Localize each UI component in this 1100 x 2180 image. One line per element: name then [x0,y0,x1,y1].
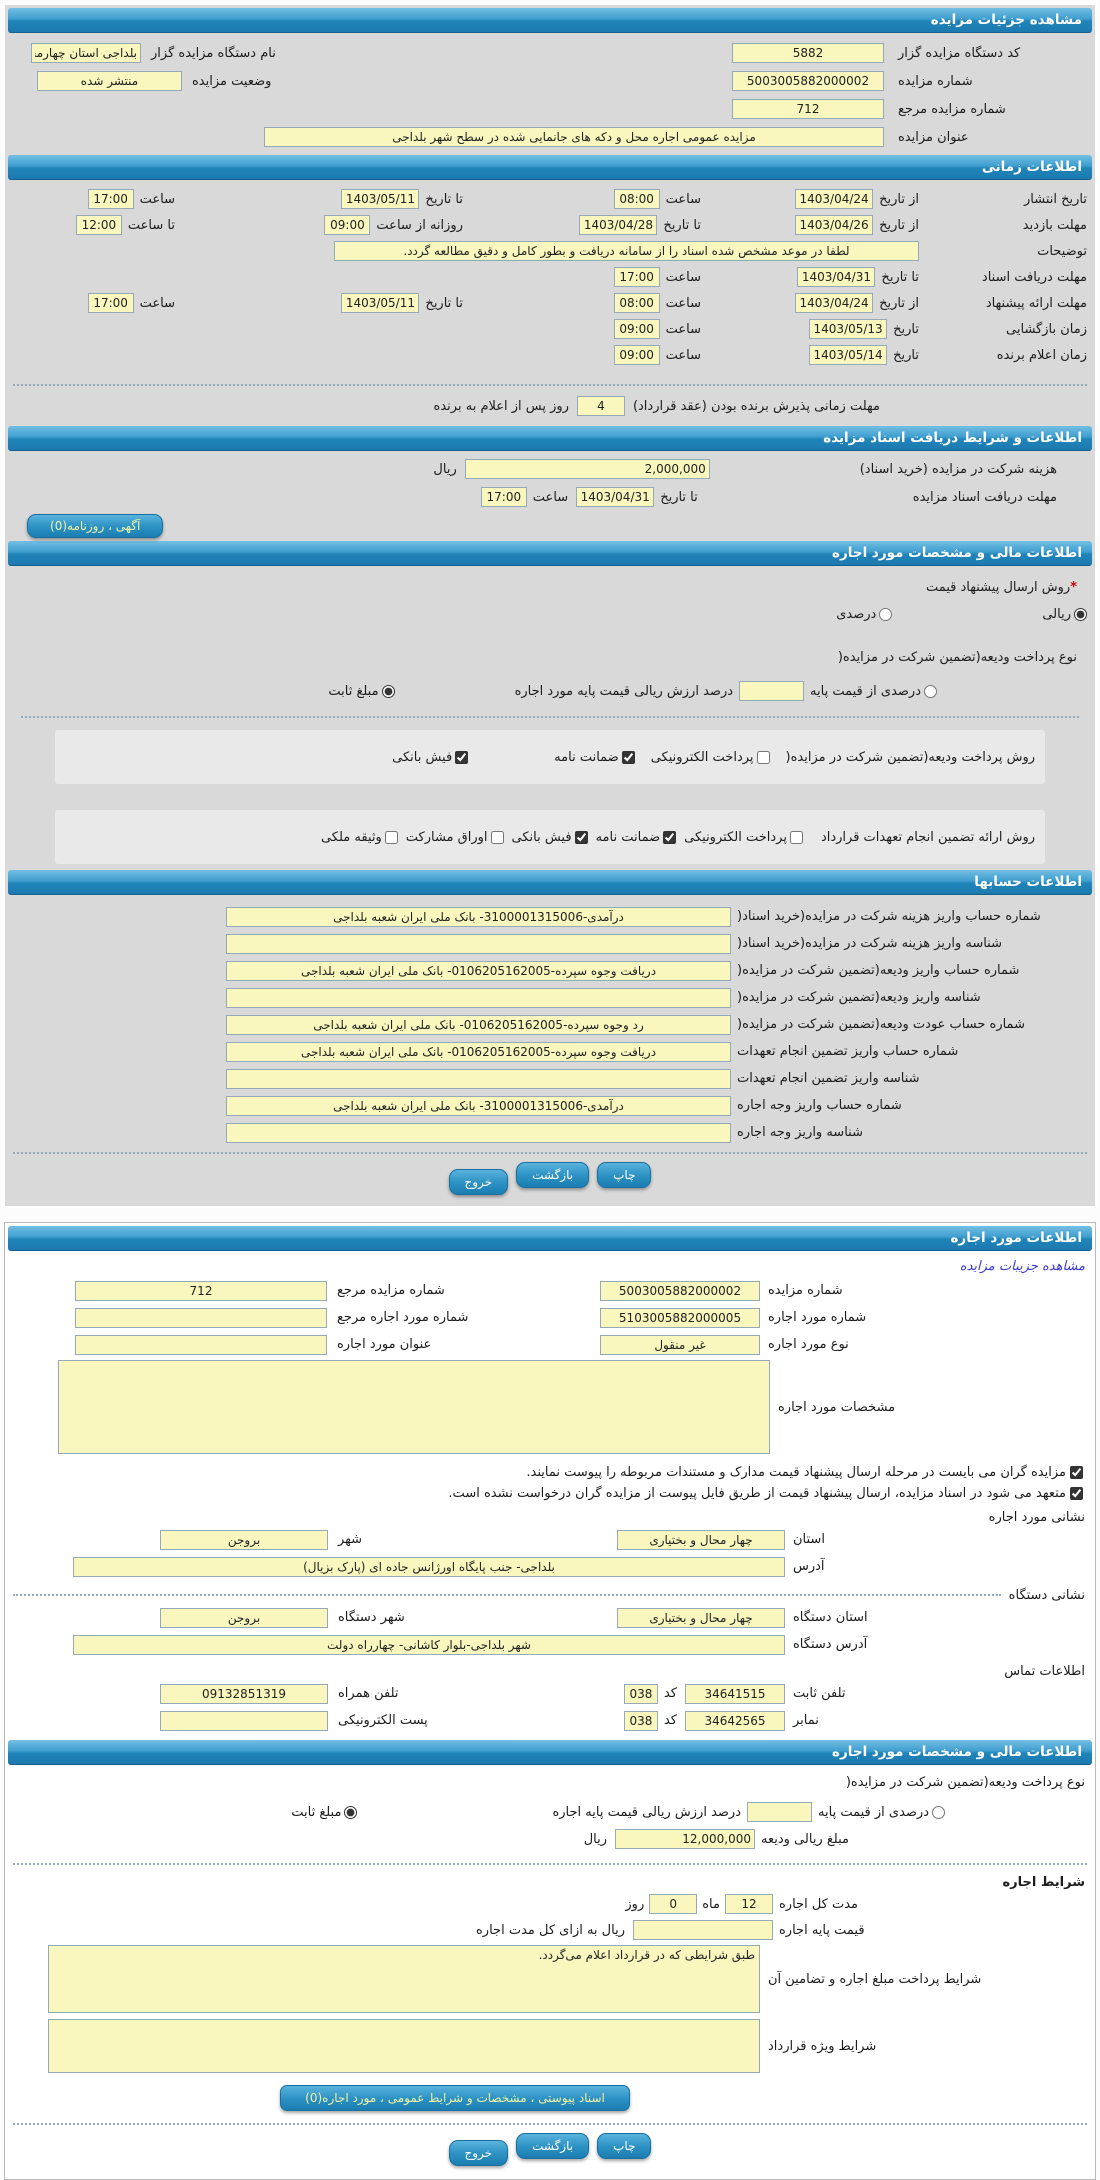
row-phone [5,1680,1095,1707]
accounts-block [5,895,1095,1152]
area-code-input[interactable] [624,1684,658,1704]
deposit-amount-label: مبلغ ریالی ودیعه [761,1831,849,1847]
pay-method-band [55,730,1045,784]
from-date-label: از تاریخ [879,217,919,233]
item-type-label: نوع مورد اجاره [768,1337,849,1352]
to-date-label: تا تاریخ [425,295,463,311]
visit-to-hour[interactable] [76,215,122,235]
deposit-type-label: نوع پرداخت ودیعه(تضمین شرکت در مزایده( [837,649,1077,665]
visit-from-hour[interactable] [324,215,370,235]
specs-label: مشخصات مورد اجاره [778,1399,896,1415]
offer-from-date[interactable] [795,293,873,313]
publish-from-date[interactable] [795,189,873,209]
ref-input[interactable] [732,99,884,119]
acceptance-days-input[interactable] [577,396,625,416]
province-label: استان [793,1532,825,1547]
org-province-input[interactable] [617,1608,785,1628]
send-method-label: روش ارسال پیشنهاد قیمت [925,579,1071,595]
divider [13,2123,1087,2125]
guar-bonds-checkbox[interactable] [491,831,504,844]
fax-code-input[interactable] [624,1711,658,1731]
opening-date[interactable] [809,319,887,339]
publish-to-hour[interactable] [88,189,134,209]
timing-row-winner [5,342,1095,368]
timing-block [5,180,1095,372]
docs-deadline-label: مهلت دریافت اسناد [981,269,1087,285]
special-terms-textarea[interactable] [48,2019,760,2073]
attach-docs-checkbox[interactable] [1070,1466,1083,1479]
from-date-label: از تاریخ [879,295,919,311]
account-label: شناسه واریز هزینه شرکت در مزایده(خرید اسناد( [737,936,1002,951]
org-city-label: شهر دستگاه [338,1610,405,1625]
acceptance-prefix: مهلت زمانی پذیرش برنده بودن (عقد قرارداد) [632,398,880,414]
note-row-2 [5,1483,1095,1504]
visit-label: مهلت بازدید [1022,217,1087,233]
cost-label: هزینه شرکت در مزایده (خرید اسناد) [859,461,1057,477]
receive-label: مهلت دریافت اسناد مزایده [912,489,1057,505]
guar-bank-slip-checkbox[interactable] [575,831,588,844]
payment-terms-row [5,1945,1095,2013]
divider [13,384,1087,386]
row-code-name [11,39,1089,67]
pay-bank-slip-label: فیش بانکی [392,749,453,765]
rental-item-panel [4,1222,1096,2180]
row-org-address [5,1631,1095,1658]
guar-bank-slip-label: فیش بانکی [511,829,572,845]
section-header-docs: اطلاعات و شرایط دریافت اسناد مزایده [8,426,1092,451]
winner-date[interactable] [809,345,887,365]
to-date-label: تا تاریخ [881,269,919,285]
org-address-label: آدرس دستگاه [793,1637,868,1652]
row-subject [11,123,1089,151]
offer-label: مهلت ارائه پیشنهاد [985,295,1087,311]
base-price-input[interactable] [633,1920,773,1940]
receive-date-input[interactable] [576,487,654,507]
back-button-bottom[interactable]: بازگشت [516,2133,589,2159]
pay-method-label: روش پرداخت ودیعه(تضمین شرکت در مزایده( [785,749,1035,765]
pay-electronic-checkbox[interactable] [757,751,770,764]
acceptance-suffix: روز پس از اعلام به برنده [433,398,569,414]
special-terms-label: شرایط ویژه قرارداد [768,2038,877,2054]
deposit-percent-radio[interactable] [924,685,937,698]
timing-row-docs-deadline [5,264,1095,290]
deposit-type-row [13,648,1087,666]
duration-row [5,1891,1095,1917]
mobile-label: تلفن همراه [338,1686,399,1701]
newspaper-ad-button[interactable]: آگهی ، روزنامه(0) [27,514,163,538]
code-label: کد دستگاه مزایده گزار [898,45,1021,61]
item-number-label: شماره مورد اجاره [768,1310,867,1325]
account-label: شناسه واریز تضمین انجام تعهدات [737,1071,920,1086]
base-price-suffix: ریال به ازای کل مدت اجاره [476,1922,625,1938]
deposit2-percent-radio[interactable] [932,1806,945,1819]
fax-code-label: کد [663,1713,677,1728]
account-row [11,1038,1089,1065]
auction-number-input[interactable] [600,1281,760,1301]
province-input[interactable] [617,1530,785,1550]
percent-radio[interactable] [879,608,892,621]
hour-label: ساعت [665,269,701,285]
row-item-address [5,1553,1095,1580]
specs-textarea[interactable] [58,1360,770,1454]
divider [13,1594,1001,1596]
docs-deadline-date[interactable] [797,267,875,287]
to-date-label: تا تاریخ [660,489,698,505]
org-address-section-label: نشانی دستگاه [1008,1587,1085,1603]
details-fields [5,33,1095,155]
account-label: شناسه واریز ودیعه(تضمین شرکت در مزایده( [737,990,981,1005]
link-row [5,1255,1095,1277]
deposit-fixed-radio[interactable] [382,685,395,698]
row-auction-number [5,1277,1095,1304]
terms-section-label: شرایط اجاره [1002,1874,1085,1890]
deposit-percent-input[interactable] [739,681,804,701]
docs-block [5,451,1095,541]
deposit-type2-label: نوع پرداخت ودیعه(تضمین شرکت در مزایده( [845,1774,1085,1790]
pay-electronic-label: پرداخت الکترونیکی [650,749,754,765]
row-item-number [5,1304,1095,1331]
item-number-input[interactable] [600,1308,760,1328]
subject-input[interactable] [264,127,884,147]
cost-unit: ریال [433,461,457,477]
offer-from-hour[interactable] [614,293,660,313]
status-label: وضعیت مزایده [192,73,272,89]
deposit-type2-options [5,1801,1095,1823]
divider [21,716,1079,718]
visit-from-date[interactable] [795,215,873,235]
financial-block [5,566,1095,870]
month-unit-label: ماه [702,1896,720,1912]
org-name-label: نام دستگاه مزایده گزار [151,45,276,61]
date-label: تاریخ [893,321,919,337]
acceptance-row [5,394,1095,418]
to-date-label: تا تاریخ [663,217,701,233]
percent-option-label: درصدی [836,606,877,622]
guarantee-band [55,810,1045,864]
deposit-amount-input[interactable] [615,1829,755,1849]
guar-electronic-label: پرداخت الکترونیکی [684,829,787,845]
section-header-timing: اطلاعات زمانی [8,155,1092,180]
deposit-amount-unit: ریال [583,1831,607,1847]
timing-row-description [5,238,1095,264]
row-fax [5,1707,1095,1734]
row-item-province [5,1526,1095,1553]
deposit-fixed-label: مبلغ ثابت [328,683,379,699]
auction-number-label: شماره مزایده [768,1283,843,1298]
org-province-label: استان دستگاه [793,1610,868,1625]
hour-label: ساعت [665,347,701,363]
account-input[interactable] [226,1069,731,1089]
timing-row-opening [5,316,1095,342]
no-file-required-checkbox[interactable] [1070,1487,1083,1500]
deposit2-percent-label: درصدی از قیمت پایه [818,1804,929,1820]
hour-label: ساعت [665,191,701,207]
base-price-label: قیمت پایه اجاره [779,1922,865,1938]
ref-label: شماره مزایده مرجع [898,101,1006,117]
publish-label: تاریخ انتشار [1024,191,1087,207]
number-input[interactable] [732,71,884,91]
deposit-type-options [13,680,1087,702]
fax-input[interactable] [685,1711,785,1731]
exit-button-bottom[interactable]: خروج [449,2140,509,2166]
send-method-row [13,578,1087,596]
mobile-input[interactable] [160,1684,328,1704]
account-input[interactable] [226,1123,731,1143]
account-label: شماره حساب عودت ودیعه(تضمین شرکت در مزایده( [737,1017,1025,1032]
address-input[interactable] [73,1557,785,1577]
attached-docs-button[interactable]: اسناد پیوستی ، مشخصات و شرایط عمومی ، مورد اجاره(0) [280,2085,630,2111]
back-button[interactable]: بازگشت [516,1162,589,1188]
print-button[interactable]: چاپ [597,1162,651,1188]
account-row [11,957,1089,984]
daily-from-hour-label: روزانه از ساعت [376,217,463,233]
phone-input[interactable] [685,1684,785,1704]
org-address-input[interactable] [73,1635,785,1655]
address-label: آدرس [793,1559,825,1574]
actions-bar-bottom [5,2133,1095,2169]
publish-to-date[interactable] [341,189,419,209]
rial-radio[interactable] [1074,608,1087,621]
to-hour-label: تا ساعت [127,217,175,233]
payment-terms-label: شرایط پرداخت مبلغ اجاره و تضامین آن [768,1971,982,1987]
cost-input[interactable] [465,459,710,479]
divider [13,1863,1087,1865]
account-input[interactable] [226,1042,731,1062]
row-ref [11,95,1089,123]
attach-row [5,2083,1095,2113]
base-price-row [5,1917,1095,1943]
duration-months-input[interactable] [725,1894,773,1914]
date-label: تاریخ [893,347,919,363]
divider [13,1152,1087,1154]
description-input[interactable] [334,241,919,261]
status-input[interactable] [37,71,182,91]
item-ref-label: شماره مورد اجاره مرجع [337,1310,469,1325]
item-title-input[interactable] [75,1335,327,1355]
account-input[interactable] [226,1015,731,1035]
item-title-label: عنوان مورد اجاره [337,1337,432,1352]
item-address-section-label: نشانی مورد اجاره [988,1509,1085,1525]
payment-terms-textarea[interactable] [48,1945,760,2013]
send-method-options [13,604,1087,624]
pay-bank-slip-checkbox[interactable] [455,751,468,764]
account-input[interactable] [226,934,731,954]
auction-details-panel [3,3,1097,1208]
note-row-1 [5,1462,1095,1483]
deposit2-percent-input[interactable] [747,1802,812,1822]
cost-row [11,455,1089,483]
actions-bar [5,1162,1095,1196]
row-org-province [5,1604,1095,1631]
exit-button[interactable]: خروج [449,1169,509,1195]
account-label: شماره حساب واریز تضمین انجام تعهدات [737,1044,959,1059]
duration-days-input[interactable] [649,1894,697,1914]
duration-label: مدت کل اجاره [779,1896,859,1912]
guar-property-checkbox[interactable] [385,831,398,844]
org-city-input[interactable] [160,1608,328,1628]
offer-to-date[interactable] [341,293,419,313]
guar-bonds-label: اوراق مشارکت [405,829,488,845]
account-label: شماره حساب واریز وجه اجاره [737,1098,902,1113]
timing-row-offer [5,290,1095,316]
number-label: شماره مزایده [898,73,973,89]
guar-guarantee-letter-label: ضمانت نامه [595,829,661,845]
guarantee-label: روش ارائه تضمین انجام تعهدات قرارداد [820,829,1035,845]
account-row [11,1119,1089,1146]
pay-guarantee-letter-checkbox[interactable] [622,751,635,764]
receive-hour-input[interactable] [481,487,527,507]
account-label: شماره حساب واریز ودیعه(تضمین شرکت در مزایده( [737,963,1020,978]
account-input[interactable] [226,988,731,1008]
hour-label: ساعت [139,295,175,311]
section-header-financial2: اطلاعات مالی و مشخصات مورد اجاره [8,1740,1092,1765]
opening-hour[interactable] [614,319,660,339]
row-specs [5,1360,1095,1454]
description-label: توضیحات [1037,243,1087,259]
email-input[interactable] [160,1711,328,1731]
account-row [11,930,1089,957]
deposit-amount-row [5,1827,1095,1851]
receive-deadline-row [11,483,1089,511]
code-input[interactable] [732,43,884,63]
rial-option-label: ریالی [1042,606,1071,622]
deposit-percent-suffix: درصد ارزش ریالی قیمت پایه مورد اجاره [514,683,734,699]
account-label: شناسه واریز وجه اجاره [737,1125,863,1140]
account-row [11,1011,1089,1038]
docs-deadline-hour[interactable] [614,267,660,287]
area-code-label: کد [663,1686,677,1701]
city-label: شهر [338,1532,363,1547]
section-header-accounts: اطلاعات حسابها [8,870,1092,895]
hour-label: ساعت [532,489,569,505]
deposit2-percent-suffix: درصد ارزش ریالی قیمت پایه اجاره [552,1804,742,1820]
from-date-label: از تاریخ [879,191,919,207]
to-date-label: تا تاریخ [425,191,463,207]
deposit2-fixed-label: مبلغ ثابت [291,1804,342,1820]
hour-label: ساعت [139,191,175,207]
subject-label: عنوان مزایده [898,129,969,145]
city-input[interactable] [160,1530,328,1550]
account-row [11,1092,1089,1119]
deposit2-fixed-radio[interactable] [344,1806,357,1819]
timing-row-visit [5,212,1095,238]
account-row [11,1065,1089,1092]
account-input[interactable] [226,961,731,981]
account-row [11,984,1089,1011]
auction-ref-input[interactable] [75,1281,327,1301]
winner-label: زمان اعلام برنده [996,347,1087,363]
item-ref-input[interactable] [75,1308,327,1328]
auction-details-page [0,3,1100,2160]
publish-from-hour[interactable] [614,189,660,209]
guar-property-label: وثیقه ملکی [320,829,382,845]
special-terms-row [5,2019,1095,2073]
hour-label: ساعت [665,321,701,337]
newspaper-row [11,511,1089,541]
deposit-percent-label: درصدی از قیمت پایه [810,683,921,699]
contact-section-label: اطلاعات تماس [1004,1663,1085,1679]
required-asterisk: * [1070,579,1077,595]
account-label: شماره حساب واریز هزینه شرکت در مزایده(خرید اسناد( [737,909,1041,924]
item-type-input[interactable] [600,1335,760,1355]
fax-label: نمابر [793,1713,819,1728]
row-item-type [5,1331,1095,1358]
timing-row-publish [5,186,1095,212]
account-input[interactable] [226,907,731,927]
section-header-financial: اطلاعات مالی و مشخصات مورد اجاره [8,541,1092,566]
section-header-details: مشاهده جزئیات مزایده [8,8,1092,33]
visit-to-date[interactable] [579,215,657,235]
day-unit-label: روز [625,1896,645,1912]
opening-label: زمان بازگشایی [1006,321,1087,337]
org-address-divider-row [5,1586,1095,1604]
guar-electronic-checkbox[interactable] [790,831,803,844]
winner-hour[interactable] [614,345,660,365]
hour-label: ساعت [665,295,701,311]
row-number-status [11,67,1089,95]
account-row [11,903,1089,930]
guar-guarantee-letter-checkbox[interactable] [663,831,676,844]
account-input[interactable] [226,1096,731,1116]
view-auction-details-link[interactable]: مشاهده جزیبات مزایده [959,1258,1085,1274]
phone-label: تلفن ثابت [793,1686,846,1701]
no-file-required-note: متعهد می شود در اسناد مزایده، ارسال پیشنهاد قیمت از طریق فایل پیوست از مزایده گران درخواست نشده است. [448,1486,1066,1501]
auction-ref-label: شماره مزایده مرجع [337,1283,445,1298]
attach-docs-note: مزایده گران می بایست در مرحله ارسال پیشنهاد قیمت مدارک و مستندات مربوطه را پیوست نمایند. [526,1465,1066,1480]
section-header-rental: اطلاعات مورد اجاره [8,1226,1092,1251]
offer-to-hour[interactable] [88,293,134,313]
email-label: پست الکترونیکی [338,1713,428,1728]
print-button-bottom[interactable]: چاپ [597,2133,651,2159]
org-name-input[interactable] [31,43,141,63]
pay-guarantee-letter-label: ضمانت نامه [554,749,619,765]
